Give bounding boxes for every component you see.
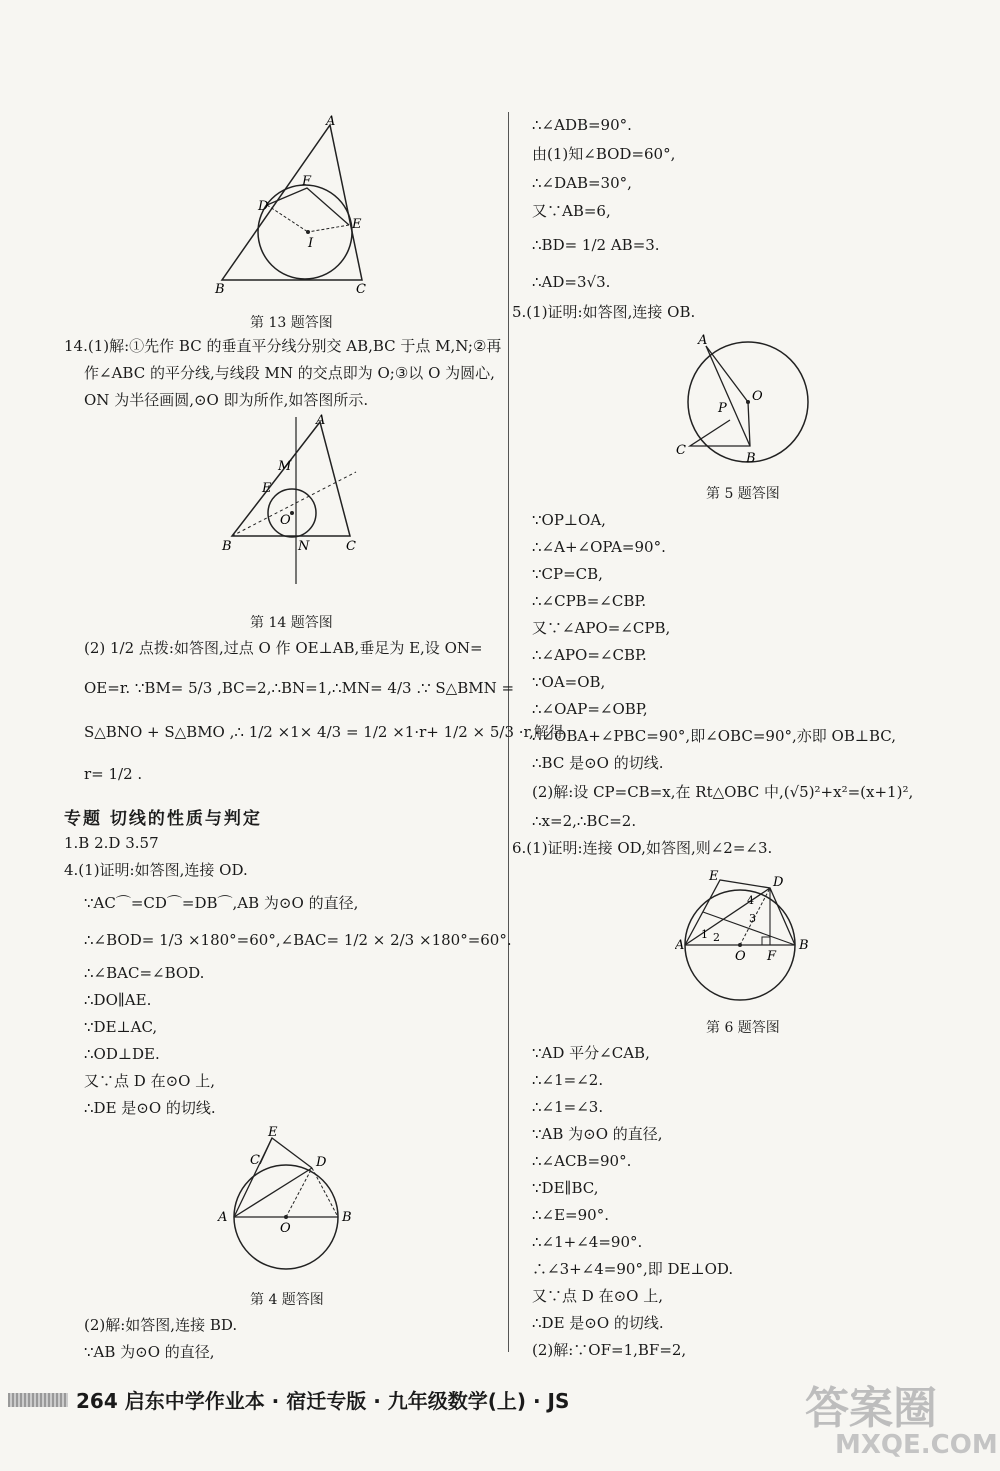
svg-text:B: B [799, 938, 809, 953]
footer-pattern-bar [8, 1393, 68, 1407]
svg-text:3: 3 [749, 912, 756, 925]
figure-13-caption: 第 13 题答图 [250, 315, 333, 331]
svg-text:A: A [218, 1210, 228, 1225]
svg-text:B: B [215, 282, 225, 297]
watermark-logo: 答案圈 [805, 1383, 937, 1434]
q4-line-2: ∵AC⌒=CD⌒=DB⌒,AB 为⊙O 的直径, [84, 894, 359, 912]
q5-title: 5.(1)证明:如答图,连接 OB. [512, 303, 696, 321]
svg-text:E: E [262, 481, 272, 496]
q5-line-5: 又∵∠APO=∠CPB, [532, 619, 671, 637]
svg-text:C: C [356, 282, 366, 297]
q4-line-3: ∴∠BOD= 1/3 ×180°=60°,∠BAC= 1/2 × 2/3 ×180°=60°. [84, 931, 512, 949]
q4-2-line-1: (2)解:如答图,连接 BD. [84, 1316, 238, 1334]
choice-answers: 1.B 2.D 3.57 [64, 834, 159, 852]
q5-line-6: ∴∠APO=∠CBP. [532, 646, 647, 664]
svg-text:F: F [767, 949, 777, 964]
svg-text:F: F [302, 174, 312, 189]
q6-title: 6.(1)证明:连接 OD,如答图,则∠2=∠3. [512, 839, 773, 857]
svg-text:A: A [675, 938, 685, 953]
svg-text:B: B [222, 539, 232, 554]
q14-2-line-2: OE=r. ∵BM= 5/3 ,BC=2,∴BN=1,∴MN= 4/3 .∵ S△BMN = [84, 679, 515, 697]
svg-text:I: I [308, 236, 314, 251]
figure-14-caption: 第 14 题答图 [250, 615, 333, 631]
svg-text:N: N [298, 539, 310, 554]
q5-line-8: ∴∠OAP=∠OBP, [532, 700, 648, 718]
q6-line-9: ∴∠3+∠4=90°,即 DE⊥OD. [532, 1260, 734, 1278]
q4-line-4: ∴∠BAC=∠BOD. [84, 964, 205, 982]
svg-text:C: C [676, 443, 686, 458]
q6-line-8: ∴∠1+∠4=90°. [532, 1233, 643, 1251]
figure-4-caption: 第 4 题答图 [250, 1292, 324, 1308]
q5-line-9: ∴∠OBA+∠PBC=90°,即∠OBC=90°,亦即 OB⊥BC, [532, 727, 896, 745]
q4-2-line-2: ∵AB 为⊙O 的直径, [84, 1343, 215, 1361]
q5-line-11: (2)解:设 CP=CB=x,在 Rt△OBC 中,(√5)²+x²=(x+1)², [532, 783, 914, 801]
q5-line-1: ∵OP⊥OA, [532, 511, 606, 529]
svg-text:A: A [698, 333, 708, 348]
svg-text:D: D [773, 875, 784, 890]
svg-text:M: M [278, 459, 292, 474]
figure-5 [670, 330, 820, 470]
svg-text:B: B [746, 451, 756, 466]
figure-13 [210, 115, 380, 300]
figure-5-caption: 第 5 题答图 [706, 486, 780, 502]
svg-text:2: 2 [713, 931, 720, 944]
svg-text:O: O [280, 513, 291, 528]
svg-text:C: C [250, 1153, 260, 1168]
r-top-line-2: 由(1)知∠BOD=60°, [532, 145, 676, 163]
q14-line-1: 14.(1)解:①先作 BC 的垂直平分线分别交 AB,BC 于点 M,N;②再 [64, 337, 502, 355]
svg-text:D: D [258, 199, 269, 214]
svg-text:P: P [718, 401, 727, 416]
q14-2-line-4: r= 1/2 . [84, 765, 143, 783]
svg-text:C: C [346, 539, 356, 554]
figure-14 [218, 412, 378, 592]
watermark-url: MXQE.COM [835, 1430, 998, 1460]
q6-line-12: (2)解:∵OF=1,BF=2, [532, 1341, 687, 1359]
q6-line-1: ∵AD 平分∠CAB, [532, 1044, 650, 1062]
q6-line-11: ∴DE 是⊙O 的切线. [532, 1314, 664, 1332]
q5-line-7: ∵OA=OB, [532, 673, 606, 691]
q5-line-2: ∴∠A+∠OPA=90°. [532, 538, 666, 556]
footer-text: 264 启东中学作业本 · 宿迁专版 · 九年级数学(上) · JS [76, 1389, 570, 1413]
q14-line-3: ON 为半径画圆,⊙O 即为所作,如答图所示. [84, 391, 369, 409]
q4-line-7: ∴OD⊥DE. [84, 1045, 160, 1063]
r-top-line-5: ∴BD= 1/2 AB=3. [532, 236, 660, 254]
q6-line-4: ∵AB 为⊙O 的直径, [532, 1125, 663, 1143]
svg-text:E: E [709, 869, 719, 884]
q6-line-2: ∴∠1=∠2. [532, 1071, 604, 1089]
svg-text:D: D [316, 1155, 327, 1170]
svg-text:E: E [268, 1125, 278, 1140]
q6-line-6: ∵DE∥BC, [532, 1179, 599, 1197]
svg-text:O: O [280, 1221, 291, 1236]
svg-text:A: A [326, 115, 336, 129]
q6-line-5: ∴∠ACB=90°. [532, 1152, 632, 1170]
svg-text:A: A [316, 413, 326, 428]
figure-6-caption: 第 6 题答图 [706, 1020, 780, 1036]
q4-line-9: ∴DE 是⊙O 的切线. [84, 1099, 216, 1117]
q6-line-7: ∴∠E=90°. [532, 1206, 609, 1224]
r-top-line-6: ∴AD=3√3. [532, 273, 611, 291]
svg-text:1: 1 [701, 928, 708, 941]
q5-line-4: ∴∠CPB=∠CBP. [532, 592, 647, 610]
q5-line-12: ∴x=2,∴BC=2. [532, 812, 637, 830]
svg-text:E: E [352, 217, 362, 232]
q4-line-5: ∴DO∥AE. [84, 991, 152, 1009]
q4-line-6: ∵DE⊥AC, [84, 1018, 158, 1036]
q4-line-1: 4.(1)证明:如答图,连接 OD. [64, 861, 248, 879]
svg-text:O: O [735, 949, 746, 964]
r-top-line-4: 又∵AB=6, [532, 202, 611, 220]
r-top-line-1: ∴∠ADB=90°. [532, 116, 632, 134]
svg-text:4: 4 [747, 894, 754, 907]
q14-line-2: 作∠ABC 的平分线,与线段 MN 的交点即为 O;③以 O 为圆心, [84, 364, 495, 382]
svg-text:O: O [752, 389, 763, 404]
figure-6 [675, 866, 815, 1006]
svg-text:B: B [342, 1210, 352, 1225]
q6-line-10: 又∵点 D 在⊙O 上, [532, 1287, 663, 1305]
q6-line-3: ∴∠1=∠3. [532, 1098, 604, 1116]
q5-line-10: ∴BC 是⊙O 的切线. [532, 754, 664, 772]
figure-4 [212, 1122, 372, 1282]
q14-2-line-3: S△BNO + S△BMO ,∴ 1/2 ×1× 4/3 = 1/2 ×1·r+ 1/2 × 5/3 ·r,解得 [84, 723, 564, 741]
q14-2-line-1: (2) 1/2 点拨:如答图,过点 O 作 OE⊥AB,垂足为 E,设 ON= [84, 639, 483, 657]
r-top-line-3: ∴∠DAB=30°, [532, 174, 632, 192]
page-footer [8, 1383, 708, 1417]
q4-line-8: 又∵点 D 在⊙O 上, [84, 1072, 215, 1090]
section-title: 专题 切线的性质与判定 [64, 809, 262, 829]
q5-line-3: ∵CP=CB, [532, 565, 603, 583]
